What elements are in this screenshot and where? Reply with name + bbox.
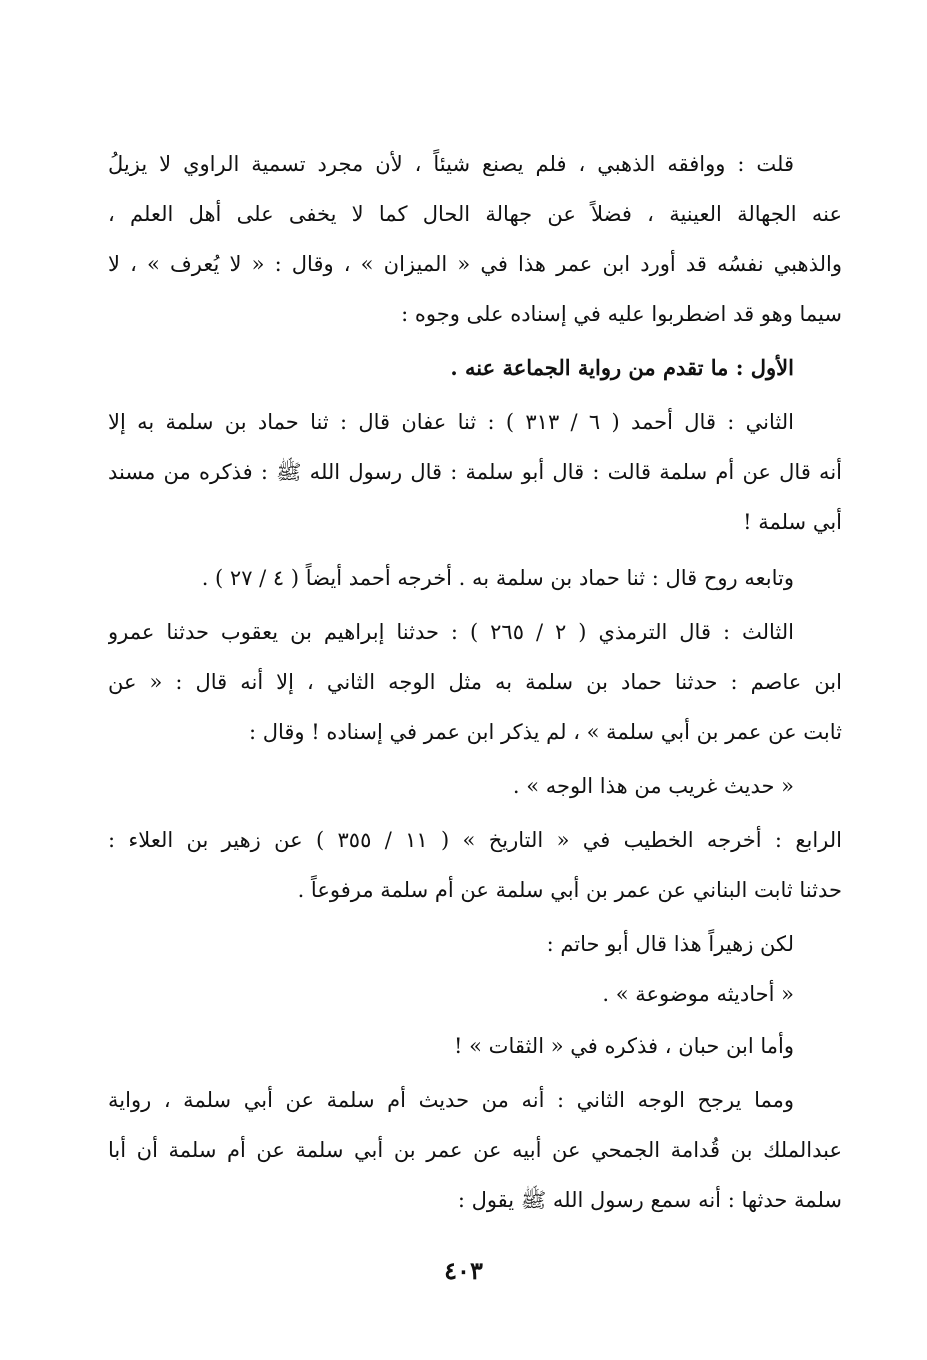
text-line: الثالث : قال الترمذي ( ٢ / ٢٦٥ ) : حدثنا إبراهيم بن يعقوب حدثنا عمرو <box>108 620 794 644</box>
text-line: الرابع : أخرجه الخطيب في « التاريخ » ( ١١ / ٣٥٥ ) عن زهير بن العلاء : <box>108 828 842 852</box>
text-line: « أحاديثه موضوعة » . <box>602 982 794 1006</box>
text-line: سلمة حدثها : أنه سمع رسول الله ﷺ يقول : <box>457 1188 842 1212</box>
text-line: ابن عاصم : حدثنا حماد بن سلمة به مثل الوجه الثاني ، إلا أنه قال : « عن <box>108 670 842 694</box>
text-line: أنه قال عن أم سلمة قالت : قال أبو سلمة : قال رسول الله ﷺ : فذكره من مسند <box>108 460 842 484</box>
text-line: وتابعه روح قال : ثنا حماد بن سلمة به . أخرجه أحمد أيضاً ( ٤ / ٢٧ ) . <box>201 566 794 590</box>
text-line: الأول : ما تقدم من رواية الجماعة عنه . <box>450 355 794 380</box>
text-line: الثاني : قال أحمد ( ٦ / ٣١٣ ) : ثنا عفان قال : ثنا حماد بن سلمة به إلا <box>108 410 794 434</box>
text-line: عنه الجهالة العينية ، فضلاً عن جهالة الحال كما لا يخفى على أهل العلم ، <box>108 202 842 226</box>
text-line: سيما وهو قد اضطربوا عليه في إسناده على وجوه : <box>401 302 842 326</box>
text-line: حدثنا ثابت البناني عن عمر بن أبي سلمة عن أم سلمة مرفوعاً . <box>297 878 842 902</box>
text-line: ومما يرجح الوجه الثاني : أنه من حديث أم سلمة عن أبي سلمة ، رواية <box>108 1088 794 1112</box>
text-line: والذهبي نفسُه قد أورد ابن عمر هذا في « الميزان » ، وقال : « لا يُعرف » ، لا <box>108 252 842 276</box>
text-line: وأما ابن حبان ، فذكره في « الثقات » ! <box>454 1034 794 1058</box>
text-line: « حديث غريب من هذا الوجه » . <box>512 774 794 798</box>
text-line: أبي سلمة ! <box>743 510 842 534</box>
text-line: قلت : ووافقه الذهبي ، فلم يصنع شيئاً ، لأن مجرد تسمية الراوي لا يزيلُ <box>108 152 794 176</box>
text-line: لكن زهيراً هذا قال أبو حاتم : <box>546 932 794 956</box>
text-line: عبدالملك بن قُدامة الجمحي عن أبيه عن عمر بن أبي سلمة عن أم سلمة أن أبا <box>108 1138 842 1162</box>
page-number: ٤٠٣ <box>444 1256 483 1285</box>
text-line: ثابت عن عمر بن أبي سلمة » ، لم يذكر ابن عمر في إسناده ! وقال : <box>248 720 842 744</box>
